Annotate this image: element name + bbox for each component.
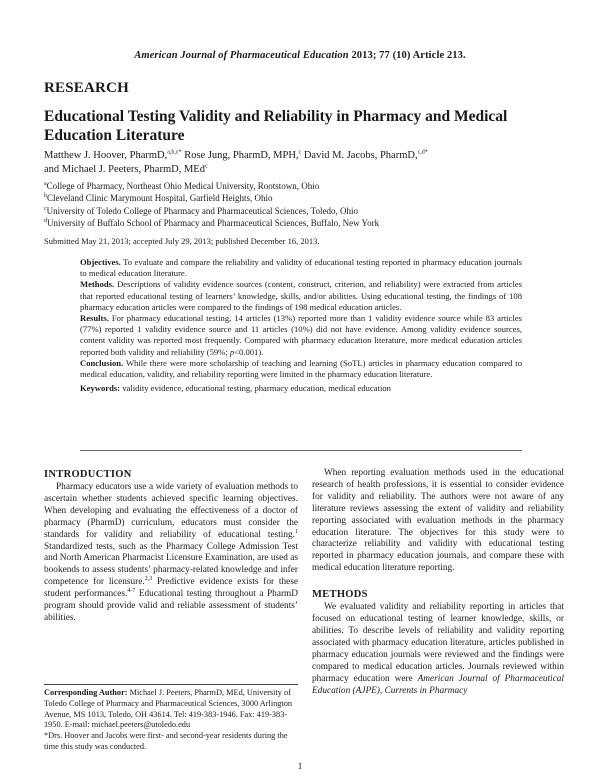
abstract-label: Objectives.: [80, 257, 121, 267]
affiliation-marker: a: [44, 181, 47, 187]
journal-name-italic: American Journal of Pharmaceutical Education (AJPE): [312, 673, 565, 696]
author-4-affil: c: [204, 163, 208, 170]
paragraph-text: Pharmacy educators use a wide variety of evaluation methods to ascertain whether students achieved specific learning objectives. When developing and evaluating the effectiveness of a doctor of pharmacy (PharmD) curriculum, educators must consider the standards for validity and reliability of educational testing.: [44, 482, 298, 540]
abstract-text: To evaluate and compare the reliability and validity of educational testing reported in pharmacy education journals to medical education literature.: [80, 257, 522, 279]
affiliation-a: [44, 180, 564, 192]
affiliation-text: Cleveland Clinic Marymount Hospital, Garfield Heights, Ohio: [47, 193, 273, 204]
affiliations: [44, 180, 564, 229]
author-note: *Drs. Hoover and Jacobs were first- and second-year residents during the time this study was conducted.: [44, 731, 288, 751]
author-1: Matthew J. Hoover, PharmD,: [44, 150, 168, 161]
introduction-paragraph-2: When reporting evaluation methods used in the educational research of health professions, it is essential to consider evidence for validity and reliability. The authors were not aware of any literature reviews assessing the extent of validity and reliability reporting associated with evaluation methods in the pharmacy education literature. The objectives for this study were to characterize reliability and validity with educational testing reported in pharmacy education journals, and compare these with medical education literature reporting.: [312, 468, 564, 574]
citation-ref: 2,3: [144, 576, 153, 583]
journal-citation: 2013; 77 (10) Article 213.: [351, 50, 466, 61]
abstract-objectives: [80, 257, 522, 279]
affiliation-d: [44, 217, 564, 229]
methods-paragraph-1: [312, 602, 564, 697]
p-value-symbol: p: [229, 346, 235, 357]
paragraph-text: Educational testing throughout a PharmD program should provide valid and reliable assessment of students’ abilities.: [44, 589, 298, 623]
affiliation-text: University of Toledo College of Pharmacy and Pharmaceutical Sciences, Toledo, Ohio: [46, 205, 358, 216]
methods-heading: METHODS: [312, 589, 368, 601]
citation-ref: 1: [295, 528, 298, 535]
author-1-affil: a,b,c*: [167, 149, 182, 156]
corresponding-author-label: Corresponding Author:: [44, 688, 128, 697]
footnotes: [44, 688, 298, 753]
introduction-paragraph-1: [44, 482, 298, 625]
affiliation-c: [44, 205, 564, 217]
abstract-results: [80, 313, 522, 358]
page-number: 1: [297, 761, 303, 771]
paragraph-text: Standardized tests, such as the Pharmacy College Admission Test and North American Pharmacist Licensure Examination, are used as bookends to assess students’ pharmacy-related knowledge and infer competence for licensure.: [44, 541, 298, 588]
affiliation-text: University of Buffalo School of Pharmacy and Pharmaceutical Sciences, Buffalo, New York: [47, 217, 380, 228]
abstract-keywords: [80, 383, 522, 394]
author-3: David M. Jacobs, PharmD,: [301, 150, 418, 161]
affiliation-b: [44, 192, 564, 204]
author-2-affil: c: [298, 149, 302, 156]
right-column: [312, 468, 564, 697]
keywords-text: validity evidence, educational testing, pharmacy education, medical education: [120, 383, 391, 394]
corresponding-author-text: Michael J. Peeters, PharmD, MEd, University of Toledo College of Pharmacy and Pharmaceutical Sciences, 3000 Arlington Avenue, MS 1013, Toledo, OH 43614. Tel: 419-383-1946. Fax: 419-383-1950. E-mail: michael.peeters@utoledo.edu: [44, 688, 293, 730]
abstract-label: Methods.: [80, 279, 115, 290]
abstract-conclusion: [80, 358, 522, 380]
citation-ref: 4-7: [127, 588, 136, 595]
author-4: and Michael J. Peeters, PharmD, MEd: [44, 164, 205, 175]
section-label: RESEARCH: [44, 80, 129, 96]
paragraph-text: ,: [379, 685, 385, 696]
journal-name: American Journal of Pharmaceutical Education: [134, 50, 349, 61]
abstract-text: While there were more scholarship of teaching and learning (SoTL) articles in pharmacy education compared to medical education, validity, and reliability reporting were limited in the pharmacy education literature.: [80, 357, 522, 380]
paragraph-text: Predictive evidence exists for these student performances.: [44, 577, 299, 600]
journal-header: [0, 50, 600, 61]
left-column: [44, 468, 298, 625]
abstract-text: <0.001).: [234, 346, 264, 357]
paragraph-text: We evaluated validity and reliability reporting in articles that focused on educational testing of learner knowledge, skills, or abilities. To describe levels of reliability and validity reporting associated with pharmacy education literature, articles published in pharmacy education journals were reviewed and the findings were compared to medical education articles. Journals reviewed within pharmacy education were: [312, 602, 564, 684]
abstract: [80, 257, 522, 394]
abstract-methods: [80, 279, 522, 313]
abstract-label: Results.: [80, 313, 109, 324]
author-list: [44, 149, 564, 177]
affiliation-marker: d: [44, 217, 47, 224]
abstract-text: Descriptions of validity evidence sources (content, construct, criterion, and reliability) were extracted from articles that reported educational testing of learners’ knowledge, skills, and/or abilities. Using educational testing, the findings of 108 pharmacy education articles were compared to the findings of 198 medical education articles.: [80, 279, 522, 312]
affiliation-text: College of Pharmacy, Northeast Ohio Medical University, Rootstown, Ohio: [46, 181, 320, 191]
corresponding-author: [44, 688, 298, 731]
submission-dates: Submitted May 21, 2013; accepted July 29, 2013; published December 16, 2013.: [44, 236, 320, 246]
article-title: Educational Testing Validity and Reliability in Pharmacy and Medical Education Literature: [44, 108, 508, 144]
affiliation-marker: c: [44, 205, 47, 212]
introduction-heading: INTRODUCTION: [44, 469, 132, 480]
abstract-divider: [80, 450, 522, 451]
abstract-text: For pharmacy educational testing, 14 articles (13%) reported more than 1 validity evidence source while 83 articles (77%) reported 1 validity evidence source and 11 articles (10%) did not have evidence. Among validity evidence sources, content validity was reported most frequently. Compared with pharmacy education literature, more medical education articles reported both validity and reliability (59%;: [80, 313, 522, 357]
journal-name-italic: Currents in Pharmacy: [384, 685, 468, 696]
author-3-affil: c,d*: [417, 149, 428, 156]
affiliation-marker: b: [44, 193, 47, 200]
footnote-divider: [44, 684, 298, 685]
keywords-label: Keywords:: [80, 383, 121, 394]
author-2: Rose Jung, PharmD, MPH,: [181, 150, 299, 161]
abstract-label: Conclusion.: [80, 357, 124, 368]
